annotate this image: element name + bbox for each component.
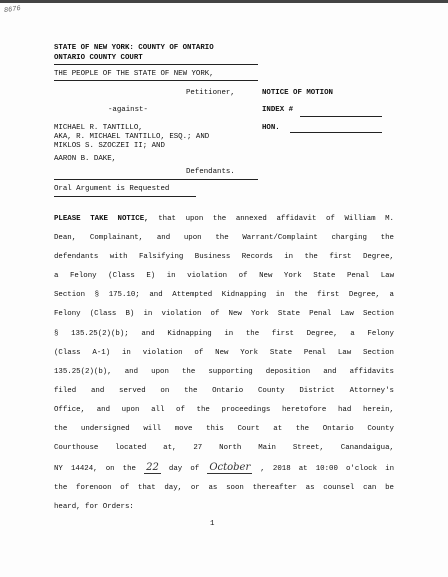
body-line-14: NY 14424, on the 22 day of October , 2018 at 10:00 o'clock in xyxy=(54,462,395,474)
page-number: 1 xyxy=(210,520,215,528)
body-line-13: Courthouse located at, 27 North Main Street, Canandaigua, xyxy=(54,444,394,453)
defendant-line-4: AARON B. DAKE, xyxy=(54,155,117,163)
body-line-11: Office, and upon all of the proceedings heretofore had herein, xyxy=(54,405,394,414)
hon-label: HON. xyxy=(262,124,280,132)
caption-rule-bottom xyxy=(54,179,258,180)
notice-of-motion-label: NOTICE OF MOTION xyxy=(262,89,333,97)
body-line-15: the forenoon of that day, or as soon thereafter as counsel can be xyxy=(54,484,394,493)
body-line-16: heard, for Orders: xyxy=(54,503,134,512)
notice-body xyxy=(54,210,394,518)
body-line-4: a Felony (Class E) in violation of New York State Penal Law xyxy=(54,272,394,281)
petitioner-label: Petitioner, xyxy=(186,89,235,97)
defendant-line-3: MIKLOS S. SZOCZEI II; AND xyxy=(54,142,165,150)
caption-rule-2 xyxy=(54,80,258,81)
defendant-line-2: AKA, R. MICHAEL TANTILLO, ESQ.; AND xyxy=(54,133,210,141)
body-line-3: defendants with Falsifying Business Records in the first Degree, xyxy=(54,253,394,262)
oral-argument-rule xyxy=(54,196,196,197)
hon-blank xyxy=(290,132,382,133)
body-line-8: (Class A-1) in violation of New York State Penal Law Section xyxy=(54,348,394,357)
court-name-line-2: ONTARIO COUNTY COURT xyxy=(54,53,143,62)
people-line: THE PEOPLE OF THE STATE OF NEW YORK, xyxy=(54,70,214,78)
defendant-line-1: MICHAEL R. TANTILLO, xyxy=(54,124,143,132)
index-number-blank xyxy=(300,116,382,117)
handwritten-month: October xyxy=(209,462,251,474)
please-take-notice: PLEASE TAKE NOTICE, xyxy=(54,215,149,223)
against-label: -against- xyxy=(108,106,148,114)
scan-edge xyxy=(0,0,448,3)
body-line-5: Section § 175.10; and Attempted Kidnapping in the first Degree, a xyxy=(54,291,394,300)
caption-rule-top xyxy=(54,64,258,65)
body-line-6: Felony (Class B) in violation of New York State Penal Law Section xyxy=(54,310,394,319)
oral-argument-line: Oral Argument is Requested xyxy=(54,185,170,193)
court-caption-title xyxy=(54,44,214,63)
index-label: INDEX # xyxy=(262,106,294,114)
body-line-7: § 135.25(2)(b); and Kidnapping in the first Degree, a Felony xyxy=(54,329,394,338)
body-line-2: Dean, Complainant, and upon the Warrant/Complaint charging the xyxy=(54,234,394,243)
handwritten-day: 22 xyxy=(146,462,159,474)
body-line-12: the undersigned will move this Court at the Ontario County xyxy=(54,425,394,434)
body-line-9: 135.25(2)(b), and upon the supporting deposition and affidavits xyxy=(54,367,394,376)
body-line-1: PLEASE TAKE NOTICE, that upon the annexed affidavit of William M. xyxy=(54,215,394,223)
defendants-label: Defendants. xyxy=(186,168,235,176)
court-name-line: STATE OF NEW YORK: COUNTY OF ONTARIO xyxy=(54,44,214,52)
handwritten-page-mark: 8676 xyxy=(3,4,22,16)
body-line-10: filed and served on the Ontario County District Attorney's xyxy=(54,386,394,395)
